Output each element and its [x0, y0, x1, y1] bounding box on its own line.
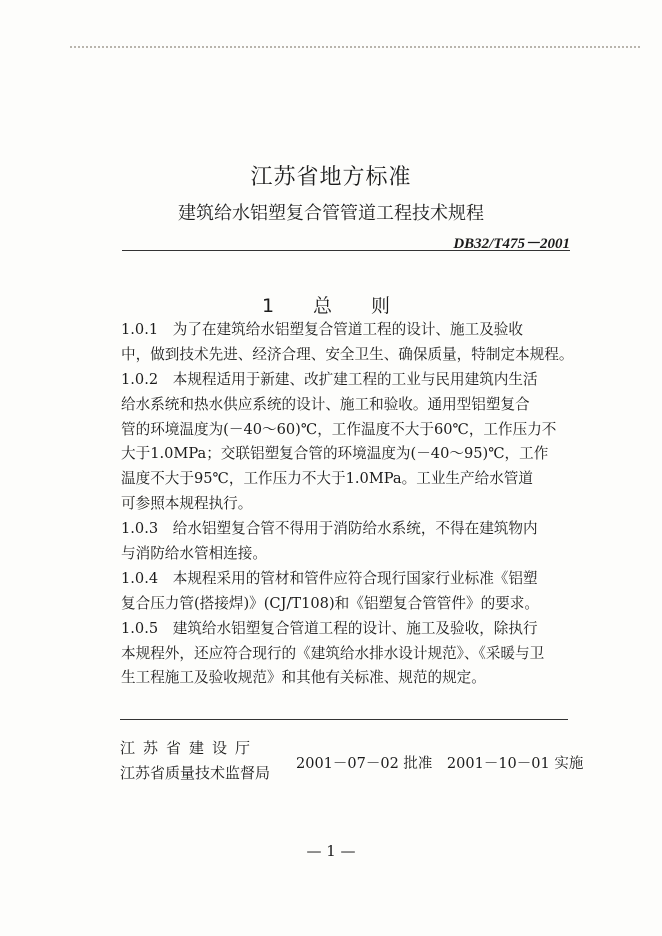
body-line: 生工程施工及验收规范》和其他有关标准、规范的规定。 [121, 669, 486, 687]
body-line: 复合压力管(搭接焊)》(CJ/T108)和《铝塑复合管管件》的要求。 [121, 594, 539, 612]
body-line: 管的环境温度为(－40～60)℃，工作温度不大于60℃，工作压力不 [121, 420, 557, 438]
footer-divider [120, 719, 568, 720]
body-line: 1.0.2 本规程适用于新建、改扩建工程的工业与民用建筑内生活 [121, 370, 538, 388]
issuing-org-construction: 江苏省建设厅 [120, 739, 259, 757]
page-number: — 1 — [306, 842, 356, 860]
body-line: 大于1.0MPa；交联铝塑复合管的环境温度为(－40～95)℃，工作 [121, 445, 549, 463]
body-line: 与消防给水管相连接。 [121, 545, 267, 563]
body-line: 1.0.4 本规程采用的管材和管件应符合现行国家行业标准《铝塑 [121, 569, 538, 587]
scan-artifact-top-edge [70, 46, 640, 48]
body-line: 1.0.5 建筑给水铝塑复合管道工程的设计、施工及验收，除执行 [121, 619, 538, 637]
body-line: 1.0.3 给水铝塑复合管不得用于消防给水系统，不得在建筑物内 [121, 520, 538, 538]
body-text [121, 318, 573, 691]
standard-code: DB32/T475－2001 [453, 236, 570, 252]
standard-title: 江苏省地方标准 [250, 165, 412, 190]
header-divider [122, 250, 570, 251]
standard-subtitle: 建筑给水铝塑复合管管道工程技术规程 [178, 203, 484, 224]
body-line: 可参照本规程执行。 [121, 495, 253, 513]
approval-dates: 2001－07－02 批准 2001－10－01 实施 [296, 756, 584, 772]
chapter-heading: 1 总 则 [261, 295, 401, 317]
issuing-org-quality: 江苏省质量技术监督局 [120, 764, 271, 782]
body-line: 温度不大于95℃，工作压力不大于1.0MPa。工业生产给水管道 [121, 470, 533, 488]
body-line: 给水系统和热水供应系统的设计、施工和验收。通用型铝塑复合 [121, 395, 530, 413]
body-line: 本规程外，还应符合现行的《建筑给水排水设计规范》、《采暖与卫 [121, 644, 545, 662]
body-line: 1.0.1 为了在建筑给水铝塑复合管道工程的设计、施工及验收 [121, 321, 523, 338]
body-line: 中，做到技术先进、经济合理、安全卫生、确保质量，特制定本规程。 [121, 345, 574, 363]
